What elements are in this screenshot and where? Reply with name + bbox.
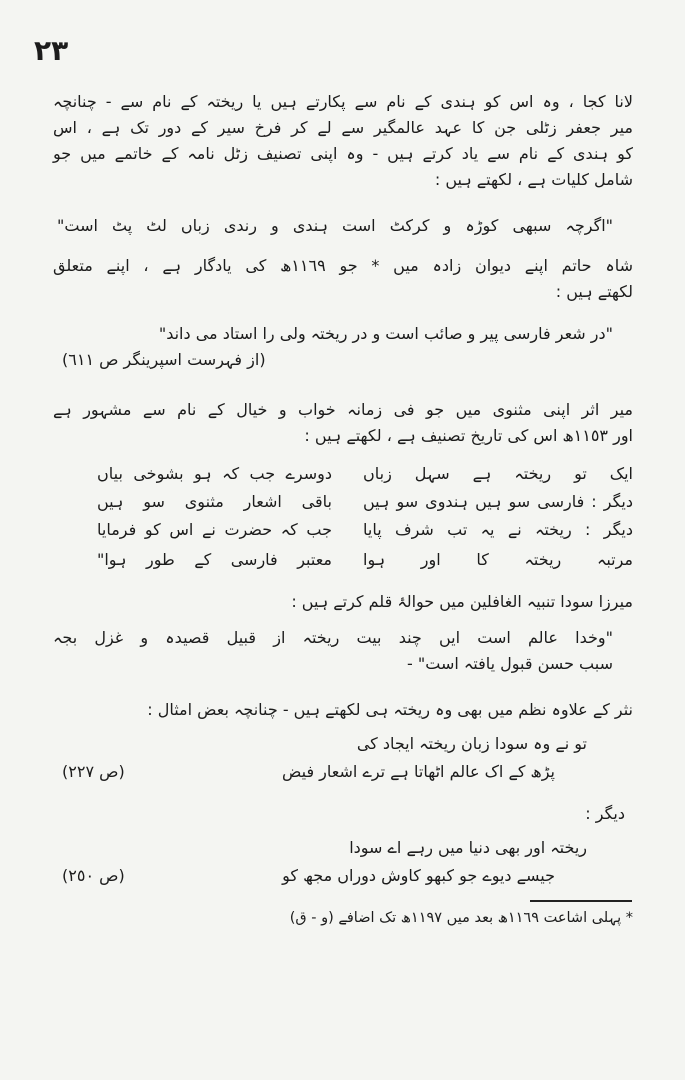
verse2-reference: (ص ٢٥٠) [62, 866, 125, 885]
couplet-3-hemistich-2: جب کہ حضرت نے اس کو فرمایا [97, 520, 332, 539]
quote-hatim: "در شعر فارسی پیر و صائب است و در ریختہ ولی را استاد می داند" [158, 324, 613, 343]
couplet-1-hemistich-1: ایک تو ریختہ ہے سہل زباں [363, 464, 633, 483]
verse1-reference: (ص ٢٢٧) [62, 762, 125, 781]
couplet-1 [53, 462, 633, 486]
footnote: * پہلی اشاعت ١١٦٩ھ بعد میں ١١٩٧ھ تک اضافے (و - ق) [289, 910, 633, 926]
couplet-2-hemistich-2: باقی اشعار مثنوی سو ہیں [97, 492, 332, 511]
para1-line-3: کو ہندی کے نام سے یاد کرتے ہیں - وہ اپنی تصنیف زٹل نامہ کے خاتمے میں جو [53, 144, 633, 163]
couplet-2 [53, 490, 633, 514]
para1-line-1: لانا کجا ، وہ اس کو ہندی کے نام سے پکارتے ہیں یا ریختہ کے نام سے - چنانچہ [53, 92, 633, 111]
couplet-3-hemistich-1: دیگر : ریختہ نے یہ تب شرف پایا [363, 520, 633, 539]
couplet-4 [53, 548, 633, 572]
page-number: ٢٣ [34, 34, 69, 67]
para5: نثر کے علاوہ نظم میں بھی وہ ریختہ ہی لکھتے ہیں - چنانچہ بعض امثال : [147, 700, 633, 719]
couplet-3 [53, 518, 633, 542]
couplet-2-hemistich-1: دیگر : فارسی سو ہیں ہندوی سو ہیں [363, 492, 633, 511]
para2-line-2: لکھتے ہیں : [555, 282, 633, 301]
para4: میرزا سودا تنبیہ الغافلین میں حوالۂ قلم کرتے ہیں : [291, 592, 633, 611]
para1-line-2: میر جعفر زٹلی جن کا عہد عالمگیر سے لے کر فرخ سیر کے دور تک ہے ، اس [53, 118, 633, 137]
quote-sauda-line-1: "وخدا عالم است ایں چند بیت ریختہ از قبیل قصیدہ و غزل بجہ [53, 628, 613, 647]
quote-hatim-reference: (از فہرست اسپرینگر ص ٦١١) [62, 350, 266, 369]
couplet-1-hemistich-2: دوسرے جب کہ ہو بشوخی بیاں [97, 464, 332, 483]
para1-line-4: شامل کلیات ہے ، لکھتے ہیں : [434, 170, 633, 189]
couplet-4-hemistich-2: معتبر فارسی کے طور ہوا" [97, 550, 332, 569]
para3-line-2: اور ١١٥٣ھ اس کی تاریخ تصنیف ہے ، لکھتے ہیں : [304, 426, 633, 445]
quote-sauda-line-2: سبب حسن قبول یافتہ است" - [407, 654, 613, 673]
verse2-line-2: جیسے دیوے جو کبھو کاوش دوراں مجھ کو [282, 866, 555, 885]
verse1-line-1: تو نے وہ سودا زبان ریختہ ایجاد کی [356, 734, 587, 753]
para3-line-1: میر اثر اپنی مثنوی میں جو فی زمانہ خواب و خیال کے نام سے مشہور ہے [53, 400, 633, 419]
quote-zatli: "اگرچہ سبھی کوڑہ و کرکٹ است ہندی و رندی زباں لٹ پٹ است" [57, 216, 613, 235]
verse2-line-1: ریختہ اور بھی دنیا میں رہے اے سودا [349, 838, 587, 857]
verse1-line-2: پڑھ کے اک عالم اٹھاتا ہے ترے اشعار فیض [282, 762, 555, 781]
footnote-rule [530, 900, 632, 902]
couplet-4-hemistich-1: مرتبہ ریختہ کا اور ہوا [363, 550, 633, 569]
digar-label: دیگر : [585, 804, 625, 823]
para2-line-1: شاہ حاتم اپنے دیوان زادہ میں * جو ١١٦٩ھ کی یادگار ہے ، اپنے متعلق [53, 256, 633, 275]
